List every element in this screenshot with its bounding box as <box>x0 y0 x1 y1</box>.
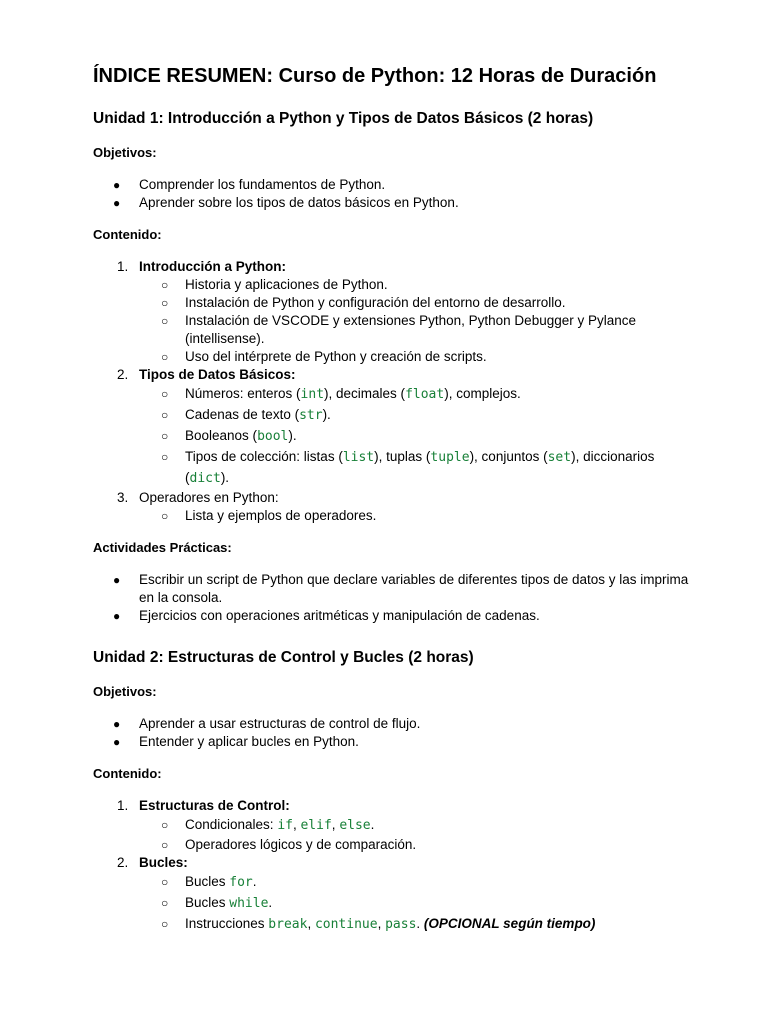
optional-note: (OPCIONAL según tiempo) <box>423 916 596 931</box>
content-item-title: Estructuras de Control: <box>139 798 290 813</box>
content-item-title: Introducción a Python: <box>139 259 286 274</box>
code-keyword: list <box>342 450 375 465</box>
circle-bullet-icon: ○ <box>161 509 169 523</box>
content-item: 1. Estructuras de Control: ○ Condicionales: if, elif, else. ○ Operadores lógicos y de comparación. <box>93 797 693 854</box>
unit-1-content-label: Contenido: <box>93 227 162 242</box>
list-item: ● Aprender a usar estructuras de control de flujo. <box>113 716 421 731</box>
sub-item: ○ Lista y ejemplos de operadores. <box>161 508 377 523</box>
unit-1-objectives-label: Objetivos: <box>93 145 157 160</box>
document-title: ÍNDICE RESUMEN: Curso de Python: 12 Horas de Duración <box>93 65 657 87</box>
unit-1-heading: Unidad 1: Introducción a Python y Tipos de Datos Básicos (2 horas) <box>93 110 594 127</box>
list-item: ● Ejercicios con operaciones aritméticas y manipulación de cadenas. <box>113 608 540 623</box>
code-keyword: int <box>300 387 325 402</box>
circle-bullet-icon: ○ <box>161 314 169 328</box>
unit-1-activities-list <box>93 571 693 625</box>
list-item: ● Comprender los fundamentos de Python. <box>113 177 386 192</box>
circle-bullet-icon: ○ <box>161 278 169 292</box>
content-item-title: Operadores en Python: <box>139 490 279 505</box>
content-item-title: Bucles: <box>139 855 188 870</box>
unit-1-section <box>93 108 693 625</box>
circle-bullet-icon: ○ <box>161 896 169 910</box>
content-item: 2. Tipos de Datos Básicos: ○ Números: enteros (int), decimales (float), complejos. ○ Cadenas de texto (str). ○ Booleanos (bool). ○ Tipos de colección: listas (list), tuplas (tuple), conjuntos (set), diccionarios (dict). <box>93 366 693 489</box>
sub-item: ○ Condicionales: if, elif, else. <box>161 817 375 833</box>
list-item: ● Aprender sobre los tipos de datos básicos en Python. <box>113 195 459 210</box>
sub-item: ○ Uso del intérprete de Python y creación de scripts. <box>161 349 487 364</box>
unit-1-activities-label: Actividades Prácticas: <box>93 540 232 555</box>
code-keyword: elif <box>300 818 332 833</box>
bullet-icon: ● <box>113 735 121 749</box>
circle-bullet-icon: ○ <box>161 917 169 931</box>
unit-2-content-label: Contenido: <box>93 766 162 781</box>
content-item: 1. Introducción a Python: ○ Historia y aplicaciones de Python. ○ Instalación de Python y configuración del entorno de desarrollo. ○ Instalación de VSCODE y extensiones Python, Python Debugger y Pylance (intellisense). ○ Uso del intérprete de Python y creación de scripts. <box>93 258 693 366</box>
circle-bullet-icon: ○ <box>161 296 169 310</box>
unit-2-content-list <box>93 797 693 935</box>
code-keyword: for <box>229 875 253 890</box>
sub-item: ○ Bucles while. <box>161 895 273 911</box>
sub-list <box>139 815 693 854</box>
list-item: ● Escribir un script de Python que declare variables de diferentes tipos de datos y las imprima en la consola. <box>113 572 689 605</box>
code-keyword: if <box>277 818 293 833</box>
bullet-icon: ● <box>113 609 121 623</box>
unit-2-section <box>93 647 693 935</box>
sub-list <box>139 384 693 489</box>
sub-list <box>139 872 693 935</box>
circle-bullet-icon: ○ <box>161 450 169 464</box>
sub-item: ○ Operadores lógicos y de comparación. <box>161 837 417 852</box>
unit-2-heading: Unidad 2: Estructuras de Control y Bucles (2 horas) <box>93 649 474 666</box>
unit-2-objectives-list <box>93 715 693 751</box>
circle-bullet-icon: ○ <box>161 429 169 443</box>
circle-bullet-icon: ○ <box>161 875 169 889</box>
unit-1-content-list <box>93 258 693 525</box>
sub-item: ○ Instalación de Python y configuración del entorno de desarrollo. <box>161 295 566 310</box>
unit-1-objectives-list <box>93 176 693 212</box>
bullet-icon: ● <box>113 717 121 731</box>
code-keyword: dict <box>189 471 221 486</box>
code-keyword: float <box>405 387 445 402</box>
code-keyword: else <box>339 818 371 833</box>
sub-item: ○ Booleanos (bool). <box>161 428 297 444</box>
sub-item: ○ Cadenas de texto (str). <box>161 407 331 423</box>
circle-bullet-icon: ○ <box>161 408 169 422</box>
unit-2-objectives-label: Objetivos: <box>93 684 157 699</box>
code-keyword: str <box>299 408 323 423</box>
code-keyword: bool <box>257 429 289 444</box>
document-page <box>93 62 693 949</box>
bullet-icon: ● <box>113 178 121 192</box>
sub-item: ○ Tipos de colección: listas (list), tuplas (tuple), conjuntos (set), diccionarios (dict). <box>161 449 655 486</box>
code-keyword: continue <box>314 917 378 932</box>
sub-list <box>139 507 693 525</box>
code-keyword: tuple <box>430 450 470 465</box>
sub-item: ○ Historia y aplicaciones de Python. <box>161 277 388 292</box>
code-keyword: while <box>229 896 269 911</box>
sub-item: ○ Instalación de VSCODE y extensiones Python, Python Debugger y Pylance (intellisense). <box>161 313 637 346</box>
content-item: 2. Bucles: ○ Bucles for. ○ Bucles while. ○ Instrucciones break, continue, pass. (OPCIONAL según tiempo) <box>93 854 693 935</box>
sub-item: ○ Bucles for. <box>161 874 257 890</box>
content-item: 3. Operadores en Python: ○ Lista y ejemplos de operadores. <box>93 489 693 525</box>
sub-list <box>139 276 693 366</box>
list-item: ● Entender y aplicar bucles en Python. <box>113 734 359 749</box>
bullet-icon: ● <box>113 196 121 210</box>
circle-bullet-icon: ○ <box>161 838 169 852</box>
content-item-title: Tipos de Datos Básicos: <box>139 367 296 382</box>
code-keyword: set <box>547 450 572 465</box>
code-keyword: break <box>268 917 308 932</box>
bullet-icon: ● <box>113 573 121 587</box>
code-keyword: pass <box>385 917 417 932</box>
sub-item: ○ Instrucciones break, continue, pass. (OPCIONAL según tiempo) <box>161 916 596 932</box>
circle-bullet-icon: ○ <box>161 387 169 401</box>
circle-bullet-icon: ○ <box>161 350 169 364</box>
sub-item: ○ Números: enteros (int), decimales (float), complejos. <box>161 386 521 402</box>
circle-bullet-icon: ○ <box>161 818 169 832</box>
